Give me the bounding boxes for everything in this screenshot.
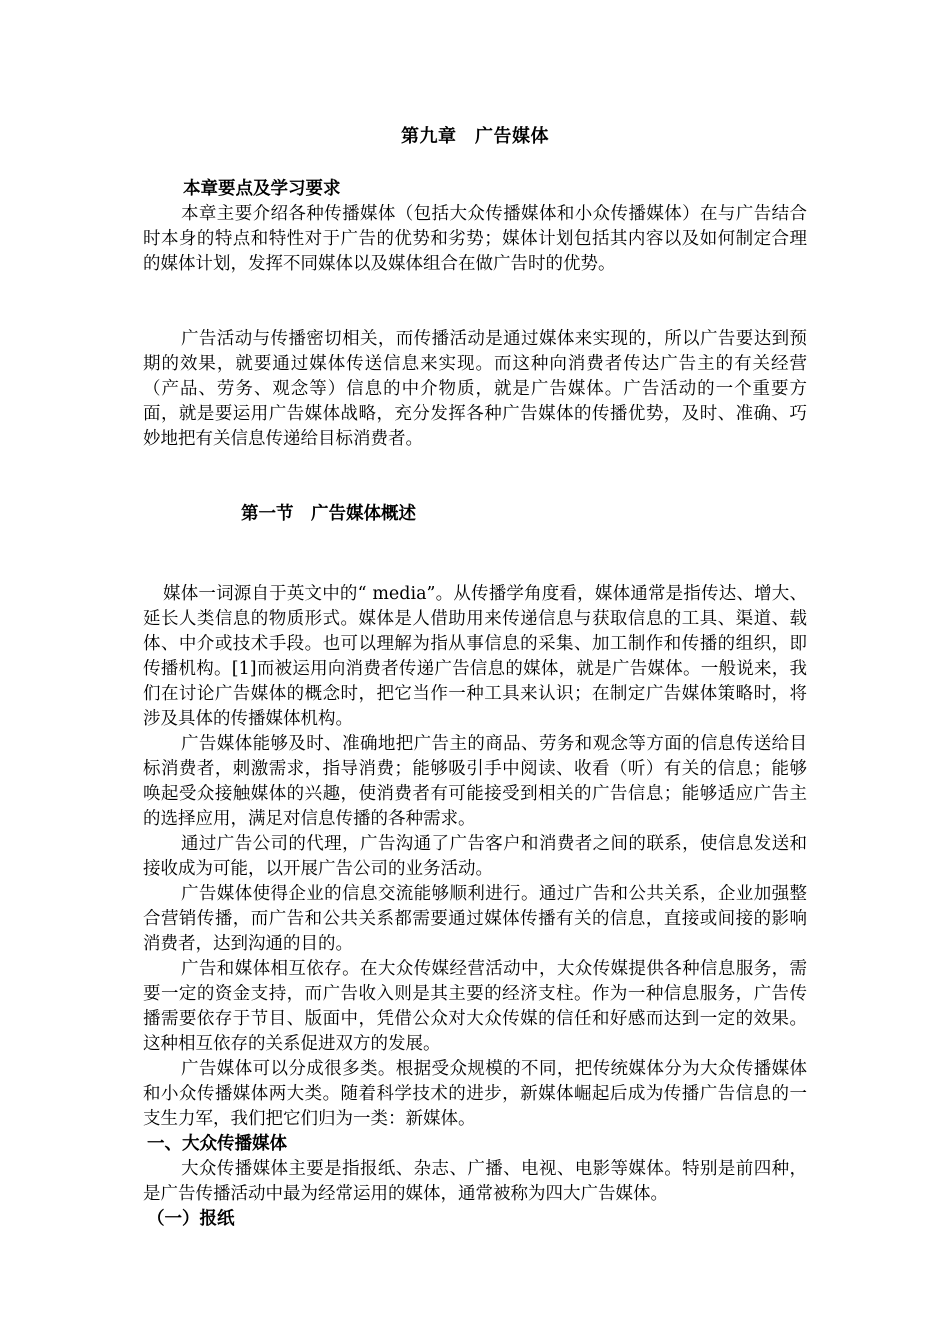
key-points-paragraph: 本章主要介绍各种传播媒体（包括大众传播媒体和小众传播媒体）在与广告结合时本身的特点和特性对于广告的优势和劣势；媒体计划包括其内容以及如何制定合理的媒体计划，发挥不同媒体以及媒体组合在做广告时的优势。 [143, 204, 807, 274]
chapter-title: 第九章 广告媒体 [401, 126, 549, 147]
section-paragraph-2: 广告媒体能够及时、准确地把广告主的商品、劳务和观念等方面的信息传送给目标消费者，刺激需求，指导消费；能够吸引手中阅读、收看（听）有关的信息；能够唤起受众接触媒体的兴趣，使消费者有可能接受到相关的广告信息；能够适应广告主的选择应用，满足对信息传播的各种需求。 [143, 734, 807, 829]
section-paragraph-4: 广告媒体使得企业的信息交流能够顺利进行。通过广告和公共关系，企业加强整合营销传播，而广告和公共关系都需要通过媒体传播有关的信息，直接或间接的影响消费者，达到沟通的目的。 [143, 884, 807, 954]
mass-media-paragraph: 大众传播媒体主要是指报纸、杂志、广播、电视、电影等媒体。特别是前四种，是广告传播活动中最为经常运用的媒体，通常被称为四大广告媒体。 [143, 1159, 807, 1204]
heading-mass-media: 一、大众传播媒体 [147, 1134, 287, 1154]
spacer [143, 452, 807, 499]
heading-newspaper: （一）报纸 [147, 1209, 235, 1229]
spacer [143, 277, 807, 327]
section-paragraph-3: 通过广告公司的代理，广告沟通了广告客户和消费者之间的联系，使信息发送和接收成为可能，以开展广告公司的业务活动。 [143, 834, 807, 879]
section-paragraph-6: 广告媒体可以分成很多类。根据受众规模的不同，把传统媒体分为大众传播媒体和小众传播媒体两大类。随着科学技术的进步，新媒体崛起后成为传播广告信息的一支生力军，我们把它们归为一类：新媒体。 [143, 1059, 807, 1129]
key-points-heading: 本章要点及学习要求 [183, 179, 341, 199]
section-title: 第一节 广告媒体概述 [241, 504, 416, 524]
section-paragraph-1: 媒体一词源自于英文中的“ media”。从传播学角度看，媒体通常是指传达、增大、延长人类信息的物质形式。媒体是人借助用来传递信息与获取信息的工具、渠道、载体、中介或技术手段。也可以理解为指从事信息的采集、加工制作和传播的组织，即传播机构。[1]而被运用向消费者传递广告信息的媒体，就是广告媒体。一般说来，我们在讨论广告媒体的概念时，把它当作一种工具来认识；在制定广告媒体策略时，将涉及具体的传播媒体机构。 [143, 584, 807, 729]
spacer [143, 529, 807, 582]
section-paragraph-5: 广告和媒体相互依存。在大众传媒经营活动中，大众传媒提供各种信息服务，需要一定的资金支持，而广告收入则是其主要的经济支柱。作为一种信息服务，广告传播需要依存于节目、版面中，凭借公众对大众传媒的信任和好感而达到一定的效果。这种相互依存的关系促进双方的发展。 [143, 959, 807, 1054]
intro-paragraph: 广告活动与传播密切相关，而传播活动是通过媒体来实现的，所以广告要达到预期的效果，就要通过媒体传送信息来实现。而这种向消费者传达广告主的有关经营（产品、劳务、观念等）信息的中介物质，就是广告媒体。广告活动的一个重要方面，就是要运用广告媒体战略，充分发挥各种广告媒体的传播优势，及时、准确、巧妙地把有关信息传递给目标消费者。 [143, 329, 807, 449]
document-body [143, 122, 807, 1232]
